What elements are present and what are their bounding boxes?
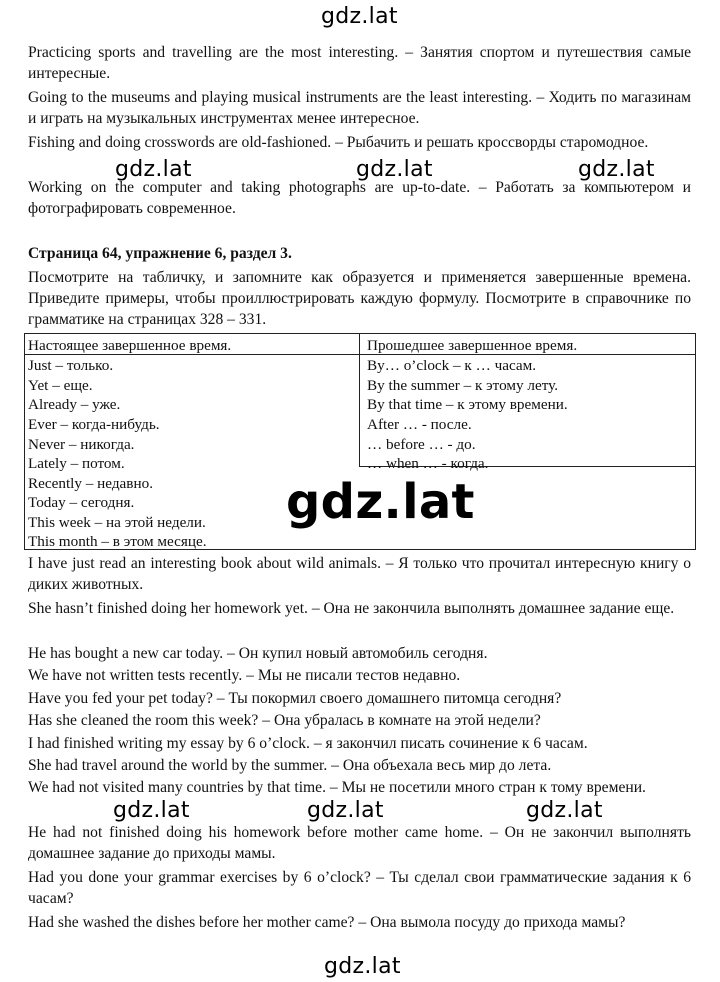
table-cell-left: Today – сегодня. [28, 494, 135, 511]
table-cell-left: Lately – потом. [28, 455, 125, 472]
watermark-row2-center: gdz.lat [307, 798, 384, 823]
watermark-row1-right: gdz.lat [578, 157, 655, 182]
watermark-large: gdz.lat [286, 474, 475, 530]
example-sentence: He had not finished doing his homework before mother came home. – Он не закончил выполнять домашнее задание до приходы мамы. [28, 824, 691, 862]
table-header-present-perfect: Настоящее завершенное время. [28, 337, 232, 354]
watermark-row1-left: gdz.lat [115, 157, 192, 182]
table-column-divider [359, 333, 360, 466]
task-text: Посмотрите на табличку, и запомните как образуется и применяется завершенные времена. Приведите примеры, чтобы проиллюстрировать каждую формулу. Посмотрите в справочнике по грамматике на страницах 328 – 331. [28, 269, 691, 328]
table-cell-left: Already – уже. [28, 396, 121, 413]
paragraph: Fishing and doing crosswords are old-fashioned. – Рыбачить и решать кроссворды старомодное. [28, 134, 649, 151]
example-sentence: I have just read an interesting book about wild animals. – Я только что прочитал интересную книгу о диких животных. [28, 555, 691, 593]
table-cell-left: This week – на этой недели. [28, 514, 206, 531]
table-cell-left: Yet – еще. [28, 377, 93, 394]
table-cell-right: By that time – к этому времени. [367, 396, 568, 413]
table-cell-left: This month – в этом месяце. [28, 533, 207, 550]
table-cell-left: Never – никогда. [28, 436, 135, 453]
paragraph: Practicing sports and travelling are the most interesting. – Занятия спортом и путешествия самые интересные. [28, 44, 691, 82]
table-cell-right: After … - после. [367, 416, 472, 433]
example-sentence: Had she washed the dishes before her mother came? – Она вымола посуду до прихода мамы? [28, 914, 626, 931]
example-sentence: Have you fed your pet today? – Ты покормил своего домашнего питомца сегодня? [28, 690, 562, 707]
watermark-row1-center: gdz.lat [356, 157, 433, 182]
table-cell-left: Recently – недавно. [28, 475, 153, 492]
example-sentence: Has she cleaned the room this week? – Она убралась в комнате на этой недели? [28, 712, 541, 729]
table-cell-right: By the summer – к этому лету. [367, 377, 559, 394]
paragraph: Working on the computer and taking photographs are up-to-date. – Работать за компьютером и фотографировать современное. [28, 179, 691, 217]
watermark-bottom: gdz.lat [324, 954, 401, 979]
example-sentence: Had you done your grammar exercises by 6 o’clock? – Ты сделал свои грамматические задания к 6 часам? [28, 869, 691, 907]
example-sentence: We have not written tests recently. – Мы не писали тестов недавно. [28, 667, 461, 684]
example-sentence: She had travel around the world by the summer. – Она объехала весь мир до лета. [28, 757, 552, 774]
example-sentence: I had finished writing my essay by 6 o’clock. – я закончил писать сочинение к 6 часам. [28, 735, 588, 752]
table-cell-right: … before … - до. [367, 436, 476, 453]
section-heading: Страница 64, упражнение 6, раздел 3. [28, 245, 292, 262]
table-cell-right: … when … - когда. [367, 455, 489, 472]
example-sentence: We had not visited many countries by that time. – Мы не посетили много стран к тому времени. [28, 779, 646, 796]
table-cell-left: Ever – когда-нибудь. [28, 416, 160, 433]
example-sentence: He has bought a new car today. – Он купил новый автомобиль сегодня. [28, 645, 488, 662]
paragraph: Going to the museums and playing musical instruments are the least interesting. – Ходить по магазинам и играть на музыкальных инструментах менее интересное. [28, 89, 691, 127]
example-sentence: She hasn’t finished doing her homework yet. – Она не закончила выполнять домашнее задание еще. [28, 600, 675, 617]
table-cell-left: Just – только. [28, 357, 114, 374]
watermark-top: gdz.lat [321, 4, 398, 29]
watermark-row2-right: gdz.lat [526, 798, 603, 823]
table-cell-right: By… o’clock – к … часам. [367, 357, 537, 374]
watermark-row2-left: gdz.lat [113, 798, 190, 823]
table-header-past-perfect: Прошедшее завершенное время. [367, 337, 578, 354]
